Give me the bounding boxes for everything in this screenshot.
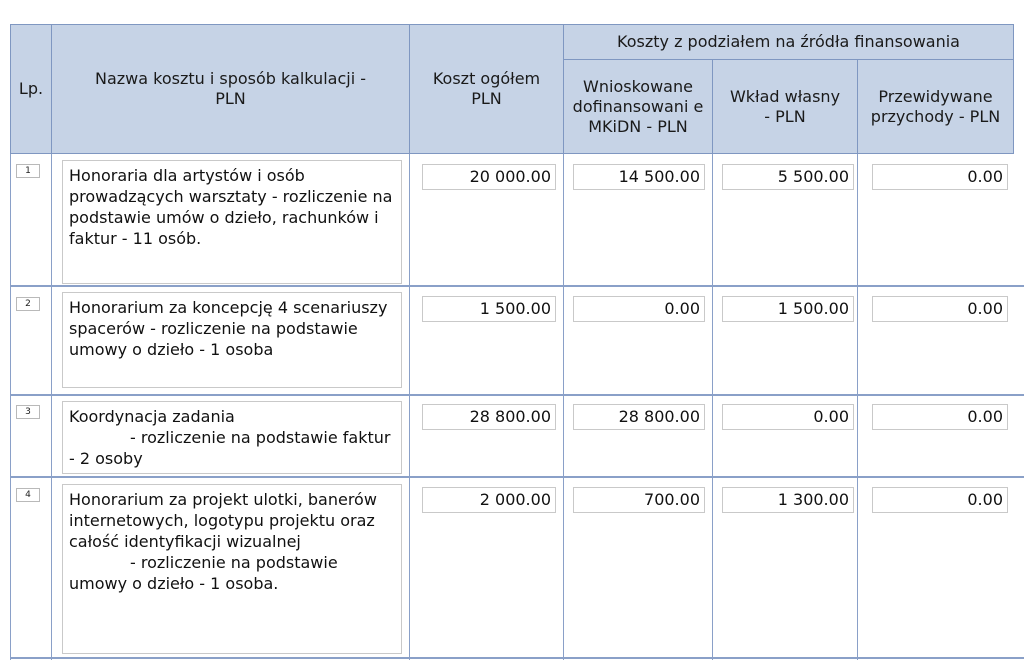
header-funding-group: Koszty z podziałem na źródła finansowania — [563, 24, 1014, 60]
total-cost-field[interactable]: 2 000.00 — [422, 487, 556, 513]
column-divider — [51, 154, 52, 660]
column-divider — [563, 154, 564, 660]
header-cost-name: Nazwa kosztu i sposób kalkulacji - PLN — [51, 24, 410, 154]
row-divider — [10, 394, 1024, 396]
mkidn-funding-field[interactable]: 0.00 — [573, 296, 705, 322]
header-lp: Lp. — [10, 24, 52, 154]
column-divider — [712, 154, 713, 660]
expected-income-field[interactable]: 0.00 — [872, 164, 1008, 190]
column-divider — [857, 154, 858, 660]
column-divider — [409, 154, 410, 660]
expected-income-field[interactable]: 0.00 — [872, 404, 1008, 430]
total-cost-field[interactable]: 1 500.00 — [422, 296, 556, 322]
header-own-contribution: Wkład własny - PLN — [712, 59, 858, 154]
row-number: 3 — [16, 405, 40, 419]
cost-description-field[interactable]: Honoraria dla artystów i osób prowadzących warsztaty - rozliczenie na podstawie umów o dzieło, rachunków i faktur - 11 osób. — [62, 160, 402, 284]
expected-income-field[interactable]: 0.00 — [872, 487, 1008, 513]
own-contribution-field[interactable]: 1 300.00 — [722, 487, 854, 513]
cost-description-field[interactable]: Honorarium za projekt ulotki, banerów internetowych, logotypu projektu oraz całość identyfikacji wizualnej - rozliczenie na podstawie umowy o dzieło - 1 osoba. — [62, 484, 402, 654]
own-contribution-field[interactable]: 1 500.00 — [722, 296, 854, 322]
mkidn-funding-field[interactable]: 28 800.00 — [573, 404, 705, 430]
row-number: 2 — [16, 297, 40, 311]
header-total-cost: Koszt ogółem PLN — [409, 24, 564, 154]
row-number: 1 — [16, 164, 40, 178]
header-expected-income: Przewidywane przychody - PLN — [857, 59, 1014, 154]
total-cost-field[interactable]: 20 000.00 — [422, 164, 556, 190]
header-mkidn: Wnioskowane dofinansowani e MKiDN - PLN — [563, 59, 713, 154]
row-number: 4 — [16, 488, 40, 502]
expected-income-field[interactable]: 0.00 — [872, 296, 1008, 322]
cost-description-field[interactable]: Koordynacja zadania - rozliczenie na podstawie faktur - 2 osoby — [62, 401, 402, 474]
mkidn-funding-field[interactable]: 700.00 — [573, 487, 705, 513]
own-contribution-field[interactable]: 5 500.00 — [722, 164, 854, 190]
row-divider — [10, 476, 1024, 478]
column-divider — [10, 154, 11, 660]
mkidn-funding-field[interactable]: 14 500.00 — [573, 164, 705, 190]
row-divider — [10, 285, 1024, 287]
total-cost-field[interactable]: 28 800.00 — [422, 404, 556, 430]
cost-description-field[interactable]: Honorarium za koncepcję 4 scenariuszy spacerów - rozliczenie na podstawie umowy o dzieło - 1 osoba — [62, 292, 402, 388]
row-divider — [10, 657, 1024, 659]
own-contribution-field[interactable]: 0.00 — [722, 404, 854, 430]
